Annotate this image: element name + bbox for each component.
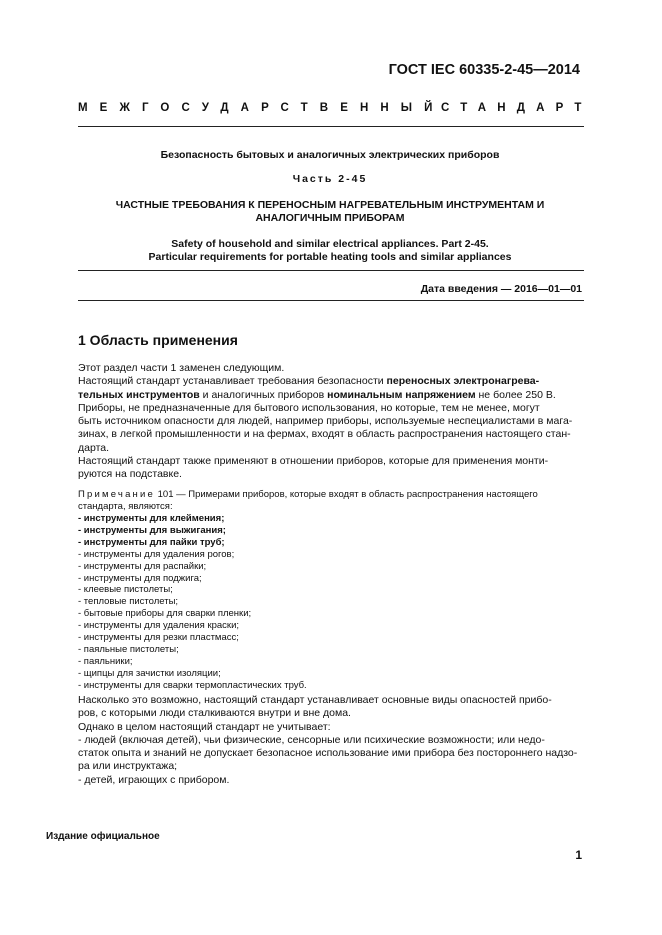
paragraph-1: Этот раздел части 1 заменен следующим.: [78, 362, 285, 374]
note-line2: стандарта, являются:: [78, 501, 173, 512]
note-line1: 101 — Примерами приборов, которые входят в область распространения настоящего: [155, 489, 538, 500]
scope-body: [78, 362, 582, 482]
p2-text-a: Настоящий стандарт устанавливает требования безопасности: [78, 375, 387, 388]
title-part: Часть 2-45: [292, 173, 368, 185]
p2-text-c: и аналогичных приборов: [199, 388, 328, 401]
paragraph-8: - детей, играющих с прибором.: [78, 773, 230, 786]
list-item: - инструменты для выжигания;: [78, 524, 226, 536]
interstate-label: МЕЖГОСУДАРСТВЕННЫЙ: [78, 102, 445, 114]
list-item: - инструменты для сварки термопластических труб.: [78, 679, 307, 691]
document-code: ГОСТ IEC 60335-2-45—2014: [388, 62, 580, 78]
subtitle-ru-line1: ЧАСТНЫЕ ТРЕБОВАНИЯ К ПЕРЕНОСНЫМ НАГРЕВАТЕЛЬНЫМ ИНСТРУМЕНТАМ И: [115, 199, 545, 211]
list-item: - клеевые пистолеты;: [78, 584, 173, 596]
scope-body-2: [78, 694, 582, 787]
p7-line3: ра или инструктажа;: [78, 760, 178, 773]
note-101: [78, 489, 582, 513]
p2-text-e: не более 250 В.: [475, 388, 556, 401]
p2-term-2: номинальным напряжением: [327, 388, 476, 401]
p5-line1: Насколько это возможно, настоящий стандарт устанавливает основные виды опасностей прибо-: [78, 694, 552, 706]
page-number: 1: [575, 848, 582, 862]
note-label: Примечание: [78, 489, 155, 500]
p3-line1: Приборы, не предназначенные для бытового использования, но которые, тем не менее, могут: [78, 401, 540, 414]
list-item: - паяльники;: [78, 655, 133, 667]
list-item: - инструменты для клеймения;: [78, 513, 225, 524]
edition-label: Издание официальное: [46, 831, 160, 842]
examples-list: [78, 513, 307, 692]
paragraph-4: [78, 455, 582, 482]
p4-line2: руются на подставке.: [78, 468, 182, 481]
p3-line2: быть источником опасности для людей, например приборы, используемые неспециалистами в мага-: [78, 415, 573, 428]
divider-date: [78, 300, 584, 301]
list-item: - инструменты для пайки труб;: [78, 536, 225, 548]
p7-line2: статок опыта и знаний не допускает безопасное использование ими прибора без постороннего надзо-: [78, 747, 578, 760]
paragraph-7: [78, 734, 582, 774]
paragraph-5: [78, 694, 582, 721]
divider-top: [78, 126, 584, 127]
list-item: - инструменты для удаления краски;: [78, 620, 240, 632]
standard-label: СТАНДАРТ: [441, 102, 593, 114]
list-item: - щипцы для зачистки изоляции;: [78, 667, 221, 679]
p3-line3: зинах, в легкой промышленности и на фермах, входят в область распространения настоящего стан-: [78, 428, 571, 441]
p2-term-1b: тельных инструментов: [78, 388, 200, 401]
section-title: 1 Область применения: [78, 332, 238, 348]
list-item: - инструменты для резки пластмасс;: [78, 632, 239, 644]
list-item: - инструменты для удаления рогов;: [78, 548, 235, 560]
p3-line4: дарта.: [78, 441, 110, 454]
title-en: [78, 238, 582, 264]
paragraph-6: Однако в целом настоящий стандарт не учитывает:: [78, 720, 331, 733]
list-item: - тепловые пистолеты;: [78, 596, 179, 608]
list-item: - инструменты для поджига;: [78, 572, 202, 584]
p2-term-1a: переносных электронагрева-: [386, 375, 540, 388]
paragraph-2: [78, 375, 582, 402]
list-item: - бытовые приборы для сварки пленки;: [78, 608, 252, 620]
subtitle-ru-line2: АНАЛОГИЧНЫМ ПРИБОРАМ: [255, 212, 405, 224]
title-en-line1: Safety of household and similar electrical appliances. Part 2-45.: [171, 238, 489, 250]
introduction-date: Дата введения — 2016—01—01: [420, 283, 582, 295]
divider-middle: [78, 270, 584, 271]
subtitle-ru: [78, 199, 582, 225]
paragraph-3: [78, 402, 582, 455]
p5-line2: ров, с которыми люди сталкиваются внутри и вне дома.: [78, 707, 351, 720]
p7-line1: - людей (включая детей), чьи физические, сенсорные или психические возможности; или недо-: [78, 733, 545, 746]
list-item: - паяльные пистолеты;: [78, 643, 179, 655]
list-item: - инструменты для распайки;: [78, 560, 207, 572]
p4-line1: Настоящий стандарт также применяют в отношении приборов, которые для применения монти-: [78, 455, 549, 468]
title-en-line2: Particular requirements for portable heating tools and similar appliances: [148, 251, 512, 263]
title-main: Безопасность бытовых и аналогичных электрических приборов: [160, 149, 500, 161]
